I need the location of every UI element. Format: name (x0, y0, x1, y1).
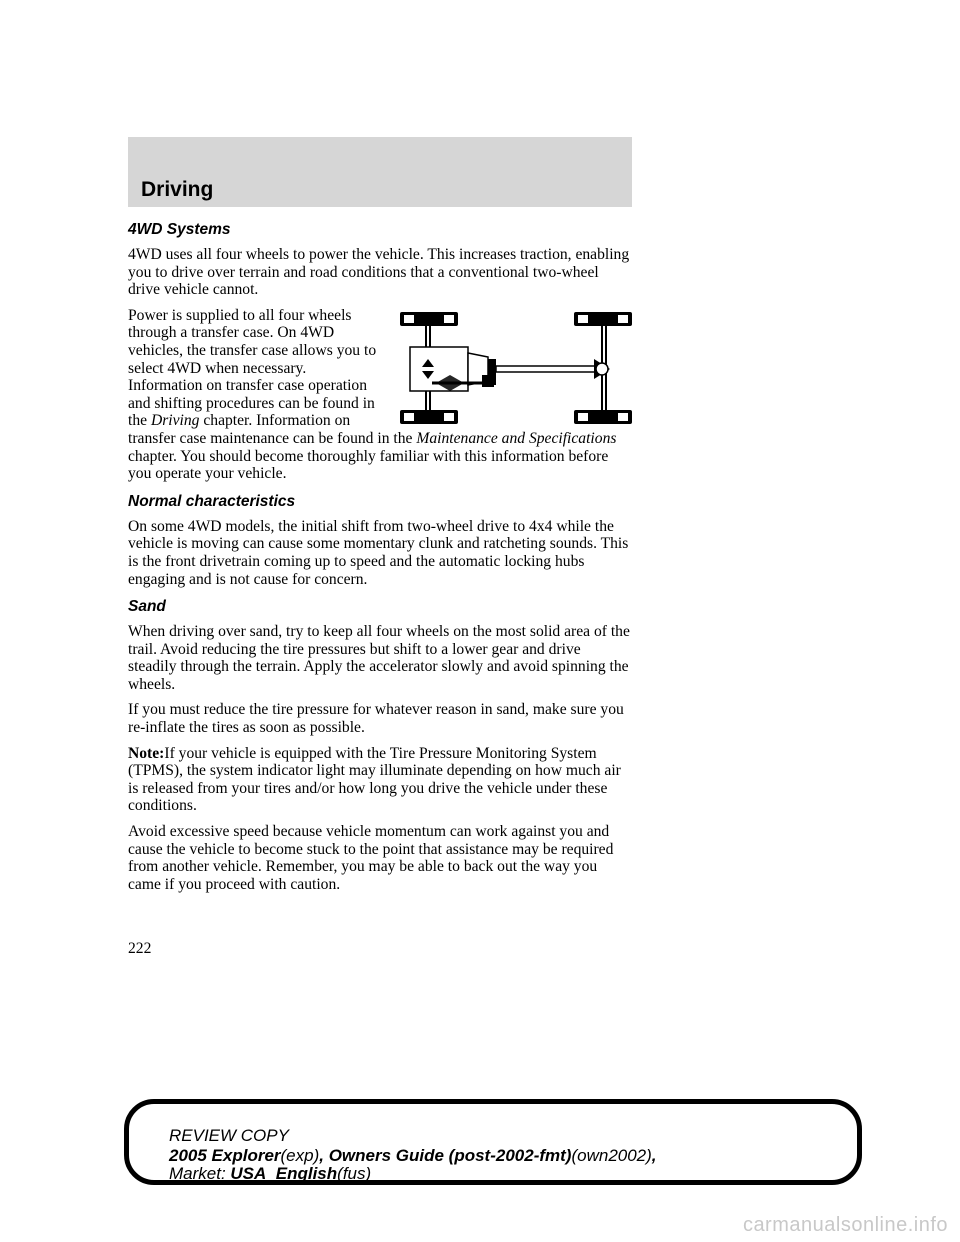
wheel-rear-right (574, 410, 632, 424)
paragraph-tpms-note: Note:If your vehicle is equipped with the Tire Pressure Monitoring System (TPMS), the system indicator light may illuminate depending on how much air is released from your tires and/or how long you drive the vehicle under these conditions. (128, 744, 621, 815)
paragraph-sand-4: Avoid excessive speed because vehicle momentum can work against you and cause the vehicle to become stuck to the point that assistance may be required from another vehicle. Remember, you may be able to back out the way you came if you proceed with caution. (128, 823, 614, 893)
footer-publication-line: 2005 Explorer(exp), Owners Guide (post-2002-fmt)(own2002), (169, 1146, 657, 1165)
wheel-front-left (400, 312, 458, 326)
wheel-front-right (400, 410, 458, 424)
paragraph-4wd-intro: 4WD uses all four wheels to power the vehicle. This increases traction, enabling you to drive over terrain and road conditions that a conventional two-wheel drive vehicle cannot. (128, 246, 630, 299)
page-number: 222 (128, 940, 152, 957)
site-watermark: carmanualsonline.info (742, 1214, 948, 1236)
footer-market-line: Market: USA_English(fus) (169, 1164, 372, 1183)
drivetrain-diagram (388, 309, 634, 427)
heading-sand: Sand (128, 598, 166, 616)
heading-normal-characteristics: Normal characteristics (128, 492, 296, 510)
review-copy-footer (124, 1099, 862, 1185)
paragraph-sand-2: If you must reduce the tire pressure for whatever reason in sand, make sure you re-inflate the tires as soon as possible. (128, 701, 624, 737)
paragraph-power-supply: Power is supplied to all four wheels through a transfer case. On 4WD vehicles, the transfer case allows you to select 4WD when necessary. Information on transfer case operation and shifting procedures can be found in the Driving chapter. Information on transfer case maintenance can be found in the Maintenance and Specifications chapter. You should become thoroughly familiar with this information before you operate your vehicle. (128, 306, 617, 483)
review-copy-label: REVIEW COPY (169, 1126, 289, 1145)
section-title: Driving (141, 178, 214, 201)
note-label: Note: (128, 744, 165, 762)
heading-4wd-systems: 4WD Systems (128, 221, 231, 238)
page-content (128, 219, 632, 901)
rear-driveshaft (496, 366, 596, 372)
wheel-rear-left (574, 312, 632, 326)
paragraph-normal-characteristics: On some 4WD models, the initial shift from two-wheel drive to 4x4 while the vehicle is moving can cause some momentary clunk and ratcheting sounds. This is the front drivetrain coming up to speed and the automatic locking hubs engaging and is not cause for concern. (128, 517, 629, 588)
paragraph-sand-1: When driving over sand, try to keep all four wheels on the most solid area of the trail. Avoid reducing the tire pressures but shift to a lower gear and drive steadily through the terrain. Apply the accelerator slowly and avoid spinning the wheels. (128, 623, 630, 693)
